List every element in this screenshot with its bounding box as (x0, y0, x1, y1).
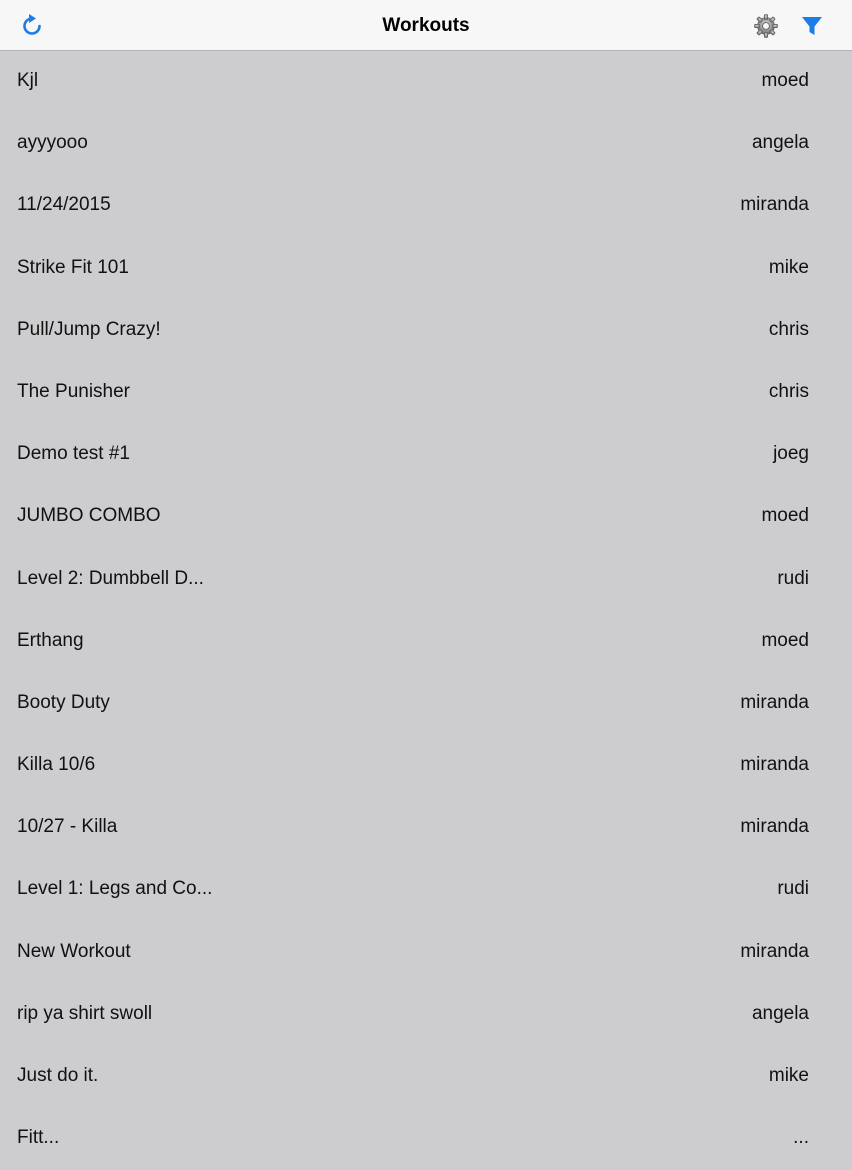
workout-title: Demo test #1 (17, 443, 130, 465)
list-item[interactable] (0, 51, 852, 113)
filter-button[interactable] (794, 8, 830, 44)
workout-title: ayyyooo (17, 132, 88, 154)
workout-author: moed (761, 505, 809, 527)
list-item[interactable] (0, 735, 852, 797)
workout-author: angela (751, 132, 809, 154)
list-item[interactable] (0, 113, 852, 175)
workout-author: mike (768, 256, 809, 278)
list-item[interactable] (0, 424, 852, 486)
workout-author: angela (751, 1002, 809, 1024)
list-item[interactable] (0, 922, 852, 984)
list-item[interactable] (0, 797, 852, 859)
workout-title: Fitt... (17, 1127, 60, 1149)
list-item[interactable] (0, 673, 852, 735)
workout-author: miranda (740, 691, 809, 713)
workout-author: moed (761, 629, 809, 651)
page-title: Workouts (382, 15, 470, 36)
list-item[interactable] (0, 549, 852, 611)
workout-author: moed (761, 70, 809, 91)
list-item[interactable] (0, 175, 852, 237)
workout-title: 11/24/2015 (17, 194, 111, 216)
list-item[interactable] (0, 1046, 852, 1108)
workout-author: joeg (773, 443, 809, 465)
workout-title: Booty Duty (17, 691, 110, 713)
workout-title: Level 2: Dumbbell D... (17, 567, 204, 589)
workout-title: JUMBO COMBO (17, 505, 161, 527)
workout-title: Pull/Jump Crazy! (17, 318, 161, 340)
workout-title: The Punisher (17, 380, 131, 402)
workout-author: miranda (740, 816, 809, 838)
workout-author: miranda (740, 194, 809, 216)
workout-title: Erthang (17, 629, 84, 651)
filter-icon (800, 14, 824, 38)
workout-author: miranda (740, 754, 809, 776)
settings-button[interactable] (748, 8, 784, 44)
workout-title: Killa 10/6 (17, 754, 96, 776)
workout-author: mike (768, 1065, 809, 1086)
workout-author: rudi (777, 567, 809, 589)
workout-author: miranda (740, 940, 809, 962)
workout-title: Strike Fit 101 (17, 256, 129, 278)
refresh-button[interactable] (14, 8, 50, 44)
workout-author: ... (793, 1127, 809, 1149)
workouts-list[interactable] (0, 51, 852, 1149)
workout-title: Level 1: Legs and Co... (17, 878, 213, 900)
workout-title: rip ya shirt swoll (17, 1002, 153, 1024)
list-item[interactable] (0, 1108, 852, 1170)
workout-author: chris (768, 318, 809, 340)
list-item[interactable] (0, 984, 852, 1046)
workout-title: Just do it. (17, 1065, 99, 1086)
list-item[interactable] (0, 611, 852, 673)
list-item[interactable] (0, 300, 852, 362)
workout-title: New Workout (17, 940, 131, 962)
list-item[interactable] (0, 859, 852, 921)
navigation-bar (0, 0, 852, 51)
workout-title: Kjl (17, 70, 39, 91)
list-item[interactable] (0, 362, 852, 424)
workout-author: rudi (777, 878, 809, 900)
refresh-icon (19, 13, 45, 39)
list-item[interactable] (0, 238, 852, 300)
workout-author: chris (768, 380, 809, 402)
gear-icon (752, 12, 780, 40)
workout-title: 10/27 - Killa (17, 816, 118, 838)
list-item[interactable] (0, 486, 852, 548)
